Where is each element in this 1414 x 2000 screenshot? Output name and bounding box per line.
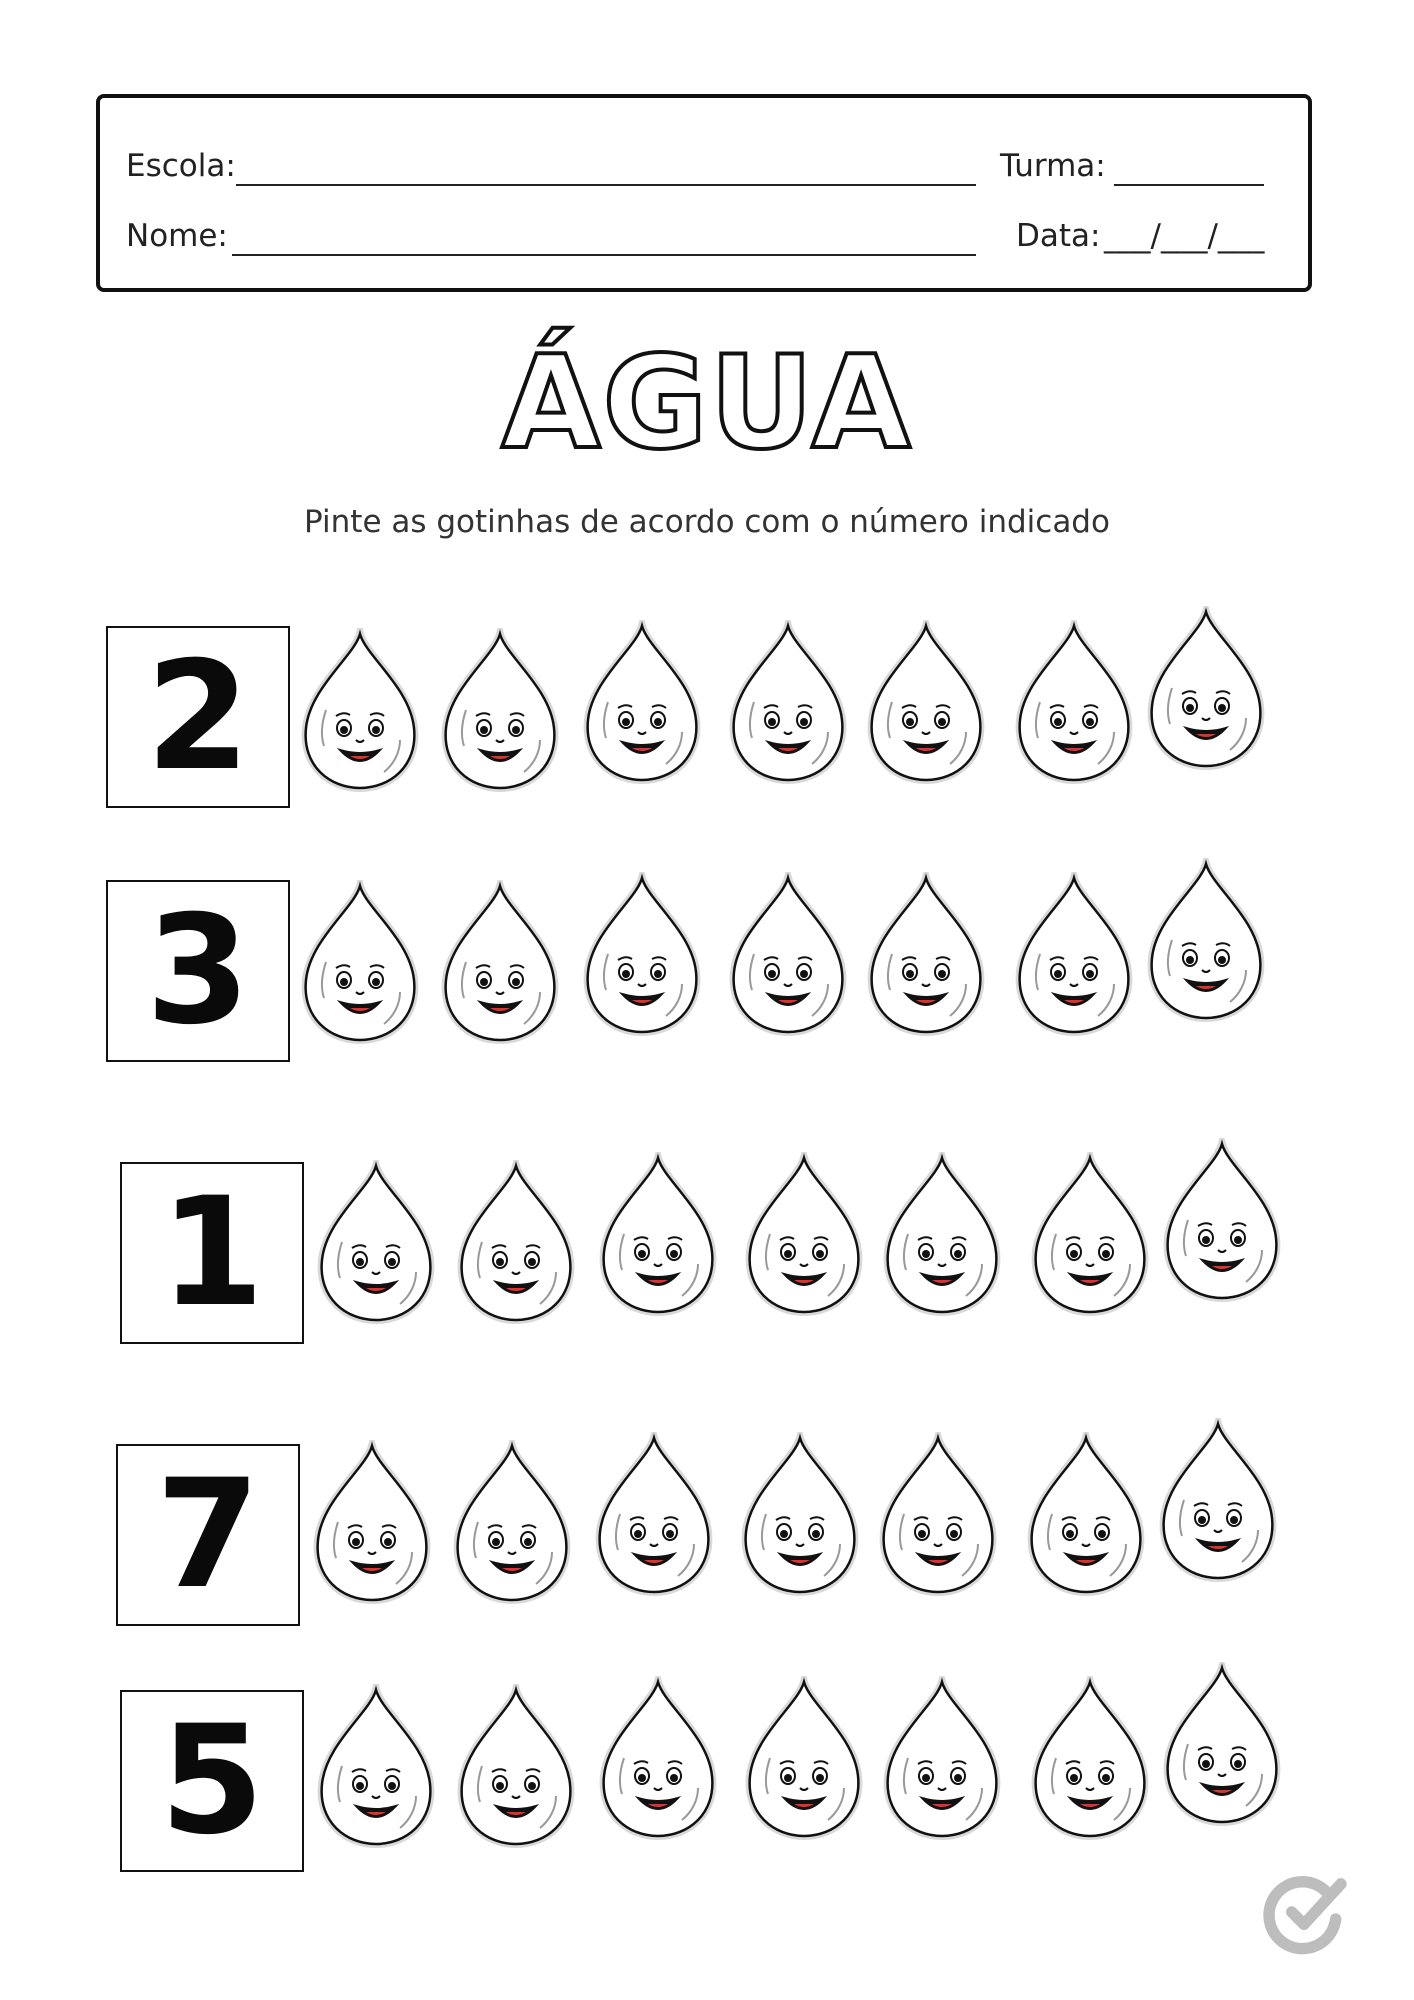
water-drop[interactable] — [878, 1676, 1006, 1842]
date-field[interactable]: ___/___/___ — [1104, 218, 1265, 254]
name-label: Nome: — [126, 218, 228, 254]
water-drop[interactable] — [312, 1684, 440, 1850]
water-drop[interactable] — [1142, 606, 1270, 772]
water-drop[interactable] — [594, 1676, 722, 1842]
water-drop[interactable] — [1154, 1418, 1282, 1584]
water-drop[interactable] — [878, 1152, 1006, 1318]
water-drop[interactable] — [436, 880, 564, 1046]
page-title: ÁGUA — [501, 329, 913, 478]
instruction-text: Pinte as gotinhas de acordo com o número indicado — [304, 504, 1110, 540]
water-drop[interactable] — [448, 1440, 576, 1606]
water-drop[interactable] — [308, 1440, 436, 1606]
date-label: Data: — [1016, 218, 1101, 254]
water-drop[interactable] — [740, 1676, 868, 1842]
water-drop[interactable] — [874, 1432, 1002, 1598]
water-drop[interactable] — [740, 1152, 868, 1318]
school-label: Escola: — [126, 148, 236, 184]
name-field[interactable] — [232, 254, 976, 256]
water-drop[interactable] — [1022, 1432, 1150, 1598]
water-drop[interactable] — [296, 628, 424, 794]
water-drop[interactable] — [436, 628, 564, 794]
water-drop[interactable] — [1026, 1152, 1154, 1318]
water-drop[interactable] — [578, 620, 706, 786]
water-drop[interactable] — [1158, 1138, 1286, 1304]
class-field[interactable] — [1114, 184, 1264, 186]
number-box-row-5: 5 — [120, 1690, 304, 1872]
water-drop[interactable] — [862, 620, 990, 786]
water-drop[interactable] — [1026, 1676, 1154, 1842]
class-label: Turma: — [1000, 148, 1106, 184]
school-field[interactable] — [236, 184, 976, 186]
water-drop[interactable] — [594, 1152, 722, 1318]
water-drop[interactable] — [1142, 858, 1270, 1024]
water-drop[interactable] — [1158, 1662, 1286, 1828]
number-box-row-4: 7 — [116, 1444, 300, 1626]
number-box-row-2: 3 — [106, 880, 290, 1062]
water-drop[interactable] — [590, 1432, 718, 1598]
water-drop[interactable] — [724, 620, 852, 786]
student-info-box — [96, 94, 1312, 292]
water-drop[interactable] — [724, 872, 852, 1038]
water-drop[interactable] — [736, 1432, 864, 1598]
water-drop[interactable] — [312, 1160, 440, 1326]
water-drop[interactable] — [296, 880, 424, 1046]
water-drop[interactable] — [862, 872, 990, 1038]
water-drop[interactable] — [452, 1684, 580, 1850]
number-box-row-1: 2 — [106, 626, 290, 808]
water-drop[interactable] — [452, 1160, 580, 1326]
checkmark-logo-icon — [1260, 1868, 1348, 1956]
water-drop[interactable] — [1010, 620, 1138, 786]
water-drop[interactable] — [578, 872, 706, 1038]
water-drop[interactable] — [1010, 872, 1138, 1038]
number-box-row-3: 1 — [120, 1162, 304, 1344]
